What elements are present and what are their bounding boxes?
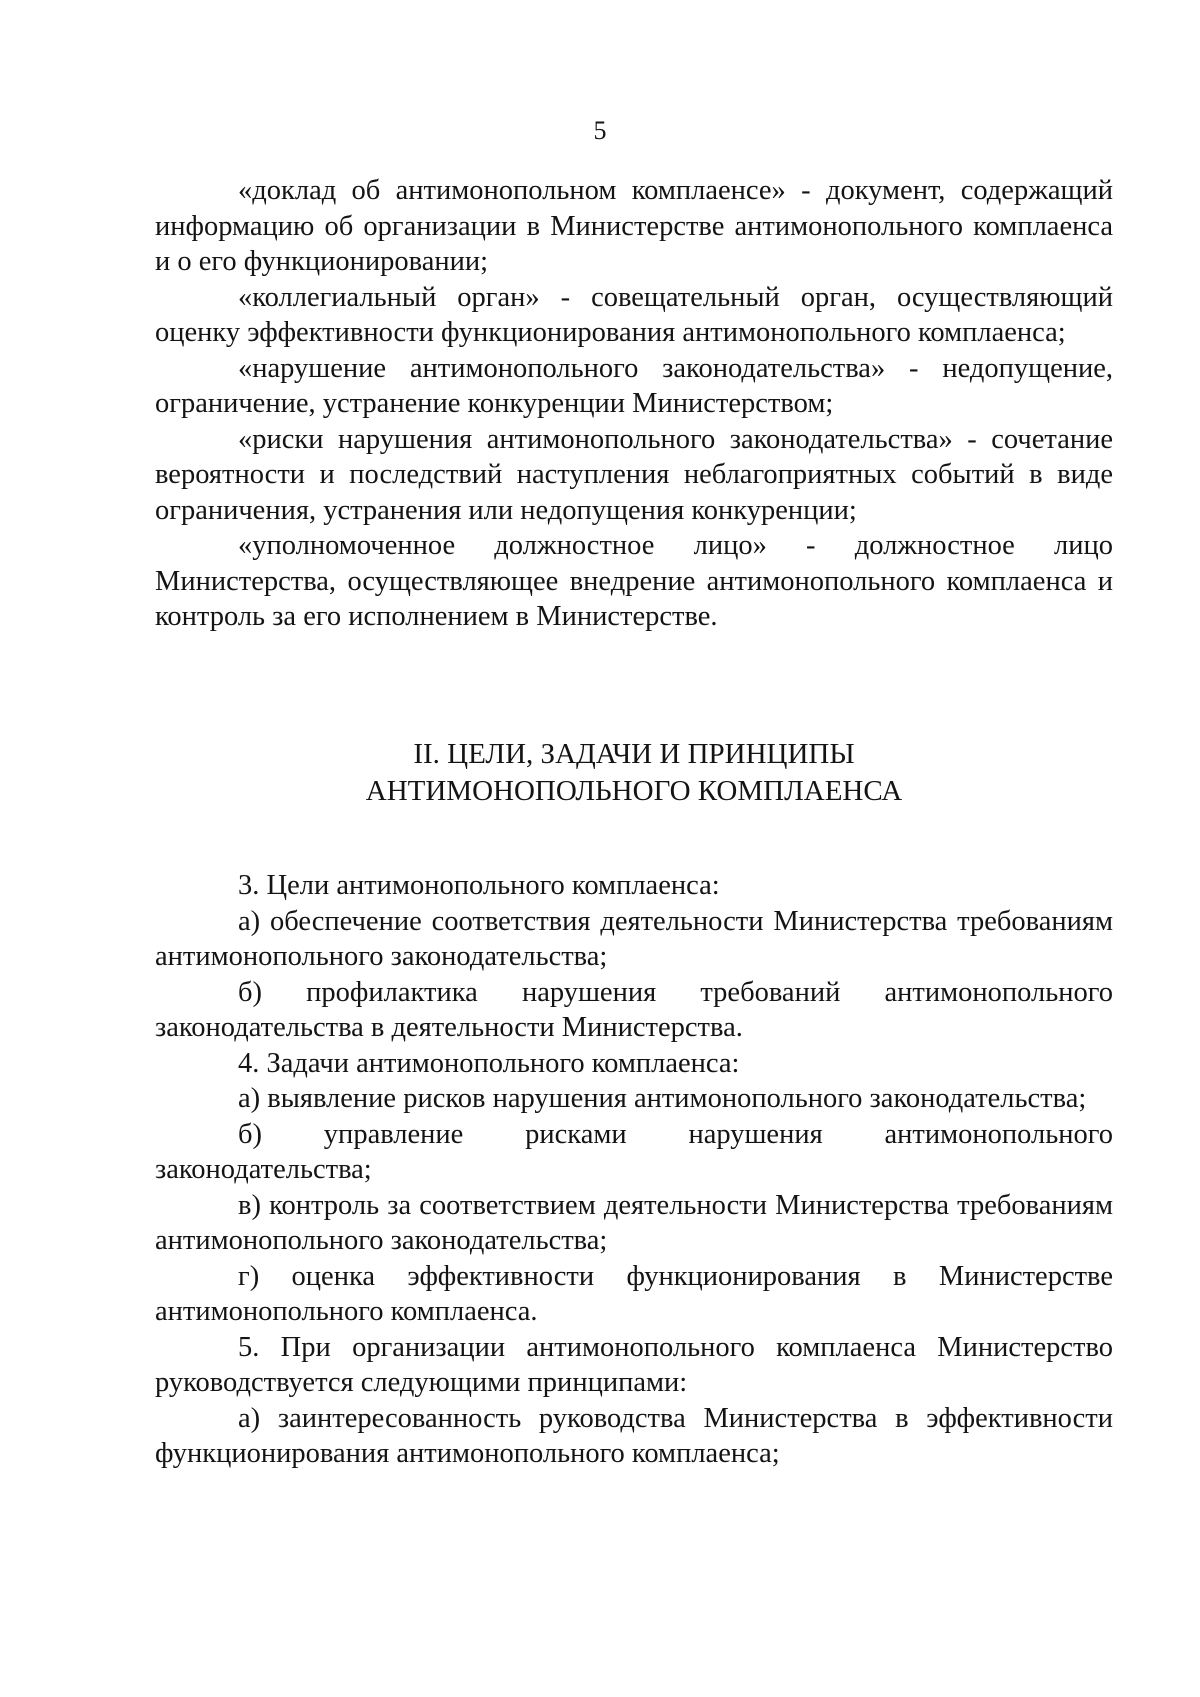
definition-paragraph: «доклад об антимонопольном комплаенсе» - документ, содержащий информацию об организации в Министерстве антимонопольного комплаенса и о его функционировании; — [155, 175, 1113, 277]
definition-paragraph: «коллегиальный орган» - совещательный орган, осуществляющий оценку эффективности функционирования антимонопольного комплаенса; — [155, 281, 1113, 348]
section-heading-line-2: АНТИМОНОПОЛЬНОГО КОМПЛАЕНСА — [365, 775, 903, 807]
clause-paragraph: а) выявление рисков нарушения антимонопольного законодательства; — [238, 1083, 1087, 1114]
clause-paragraph: в) контроль за соответствием деятельности Министерства требованиям антимонопольного законодательства; — [155, 1189, 1113, 1256]
definition-paragraph: «нарушение антимонопольного законодательства» - недопущение, ограничение, устранение конкуренции Министерством; — [155, 352, 1113, 419]
section-body — [155, 868, 1113, 1472]
definitions-block — [155, 173, 1113, 635]
clause-paragraph: а) обеспечение соответствия деятельности Министерства требованиям антимонопольного законодательства; — [155, 905, 1113, 972]
definition-paragraph: «риски нарушения антимонопольного законодательства» - сочетание вероятности и последствий наступления неблагоприятных событий в виде ограничения, устранения или недопущения конкуренции; — [155, 423, 1113, 526]
section-heading-line-1: II. ЦЕЛИ, ЗАДАЧИ И ПРИНЦИПЫ — [413, 738, 855, 770]
page-number: 5 — [593, 116, 607, 145]
clause-paragraph: а) заинтересованность руководства Министерства в эффективности функционирования антимонопольного комплаенса; — [155, 1402, 1113, 1469]
clause-paragraph: 4. Задачи антимонопольного комплаенса: — [238, 1047, 740, 1079]
clause-paragraph: г) оценка эффективности функционирования в Министерстве антимонопольного комплаенса. — [155, 1260, 1113, 1327]
clause-paragraph: б) профилактика нарушения требований антимонопольного законодательства в деятельности Министерства. — [155, 976, 1113, 1043]
clause-paragraph: б) управление рисками нарушения антимонопольного законодательства; — [155, 1118, 1113, 1185]
clause-paragraph: 5. При организации антимонопольного комплаенса Министерство руководствуется следующими принципами: — [155, 1331, 1113, 1398]
section-heading — [155, 736, 1113, 810]
clause-paragraph: 3. Цели антимонопольного комплаенса: — [238, 870, 720, 901]
definition-paragraph: «уполномоченное должностное лицо» - должностное лицо Министерства, осуществляющее внедрение антимонопольного комплаенса и контроль за его исполнением в Министерстве. — [155, 530, 1113, 632]
